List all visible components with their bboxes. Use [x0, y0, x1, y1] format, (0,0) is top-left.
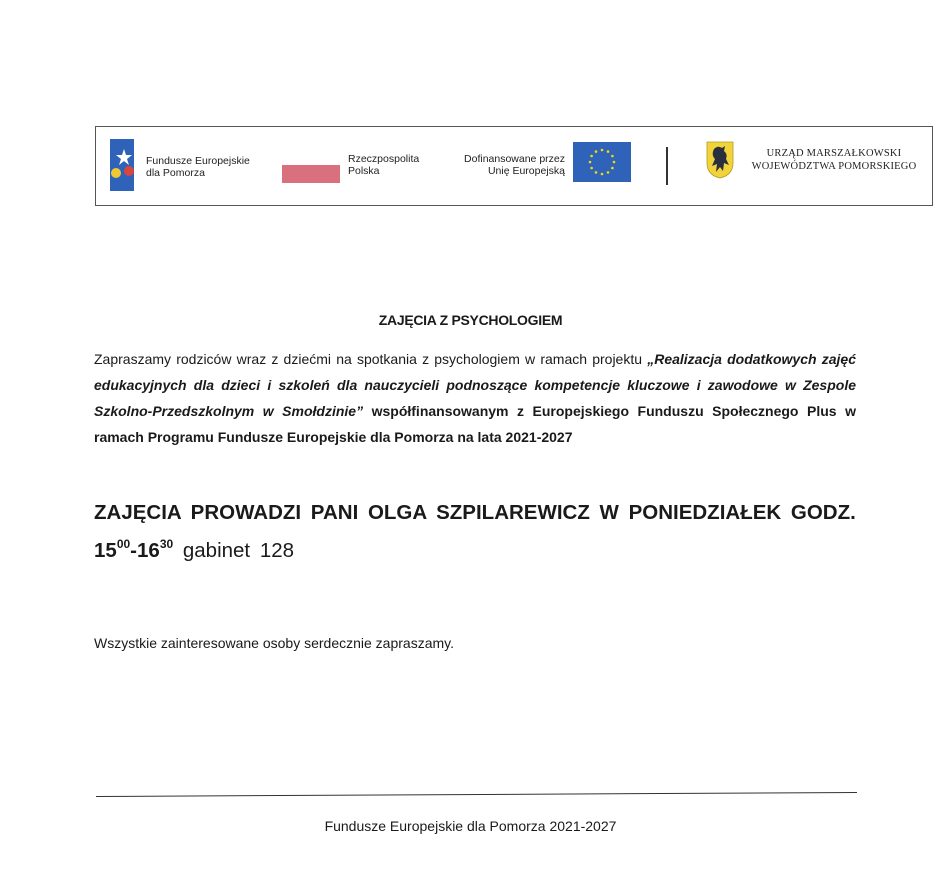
start-minutes: 00: [116, 537, 131, 551]
intro-text-part1: Zapraszamy rodziców wraz z dziećmi na spotkania z psychologiem w ramach projektu: [94, 351, 648, 367]
eu-flag-icon: [573, 142, 631, 182]
intro-text-part2: współfinansowanym z Europejskiego Funduszu Społecznego Plus w ramach Programu Fundusze Europejskie dla Pomorza na lata 2021-2027: [94, 403, 856, 445]
footer-divider: [96, 792, 857, 797]
fundusze-europejskie-text: [146, 155, 250, 179]
fundusze-europejskie-logo-icon: [110, 139, 134, 191]
eu-text-line1: Dofinansowane przez: [464, 153, 565, 165]
intro-paragraph: [94, 346, 856, 450]
headline-dash: -16: [130, 539, 160, 562]
logo-bar: [95, 126, 933, 206]
rzeczpospolita-polska-text: [348, 153, 419, 177]
logo-divider: [666, 147, 668, 185]
headline-text: ZAJĘCIA PROWADZI PANI OLGA SZPILAREWICZ W PONIEDZIAŁEK GODZ. 15: [94, 501, 856, 562]
footer-text: Fundusze Europejskie dla Pomorza 2021-2027: [324, 818, 617, 834]
pomorskie-crest-icon: [706, 141, 734, 179]
eu-cofinanced-text: [441, 153, 565, 177]
pl-text-line1: Rzeczpospolita: [348, 153, 420, 165]
pom-text-line2: WOJEWÓDZTWA POMORSKIEGO: [751, 161, 917, 172]
invitation-text: Wszystkie zainteresowane osoby serdecznie zapraszamy.: [94, 635, 455, 651]
eu-text-line2: Unię Europejską: [487, 165, 565, 177]
room-text: gabinet 128: [173, 539, 295, 562]
pl-text-line2: Polska: [348, 165, 380, 177]
pom-text-line1: URZĄD MARSZAŁKOWSKI: [766, 148, 902, 159]
document-title: ZAJĘCIA Z PSYCHOLOGIEM: [378, 312, 563, 328]
urzad-marszalkowski-text: [744, 147, 924, 173]
end-minutes: 30: [159, 537, 174, 551]
schedule-headline: [94, 494, 858, 570]
poland-flag-icon: [282, 165, 340, 183]
fe-text-line2: dla Pomorza: [146, 167, 205, 179]
project-name: „Realizacja dodatkowych zajęć edukacyjnych dla dzieci i szkoleń dla nauczycieli podnoszące kompetencje kluczowe i zawodowe w Zespole Szkolno-Przedszkolnym w Smołdzinie”: [94, 351, 856, 419]
fe-text-line1: Fundusze Europejskie: [146, 155, 250, 167]
